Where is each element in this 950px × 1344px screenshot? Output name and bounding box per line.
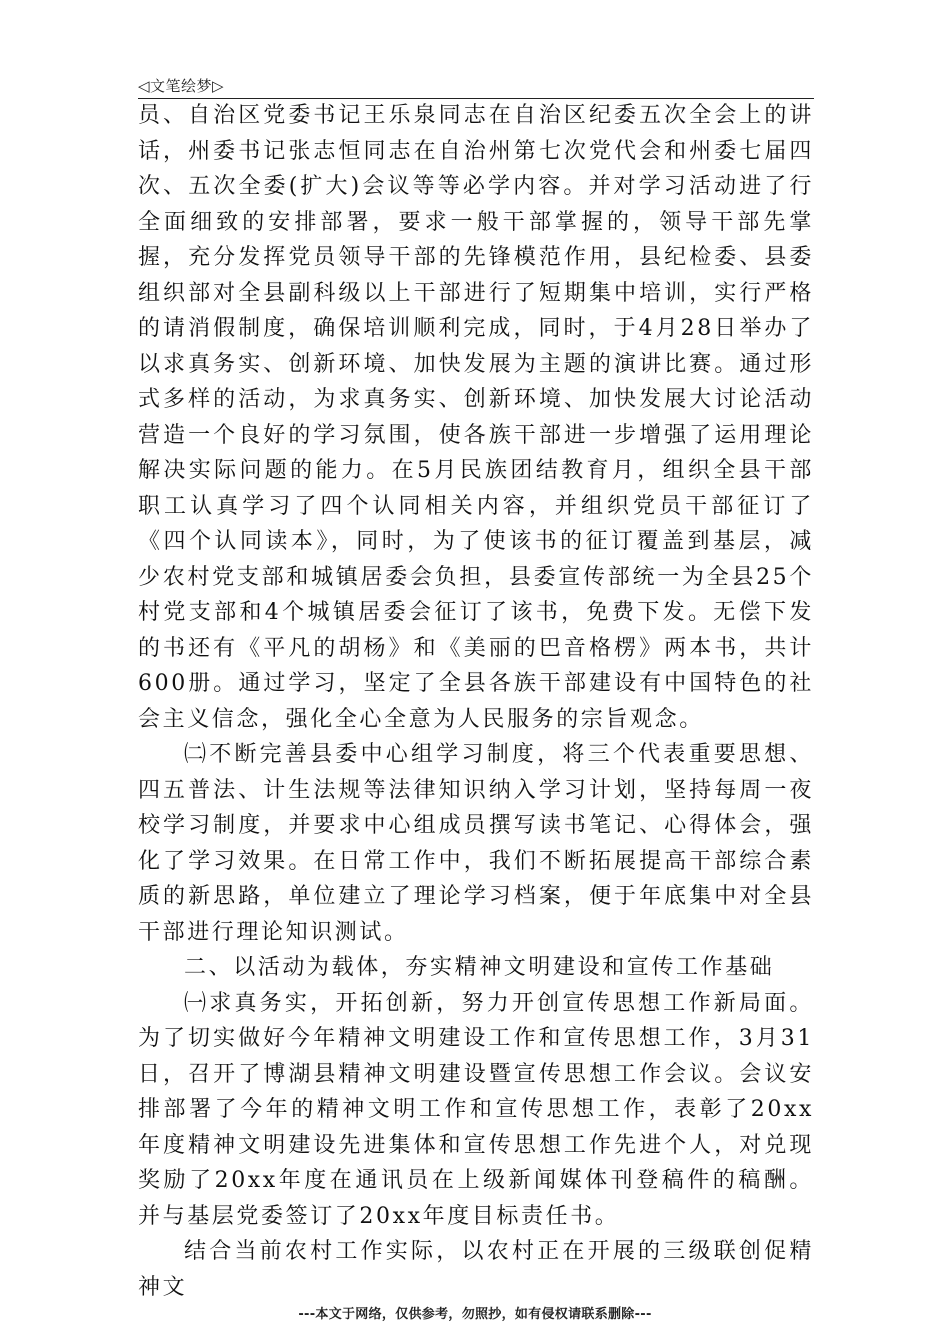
paragraph-4: 结合当前农村工作实际，以农村正在开展的三级联创促精神文 [138, 1239, 814, 1300]
header-mark: ◁文笔绘梦▷ [138, 77, 225, 95]
page-footer: ---本文于网络，仅供参考，勿照抄，如有侵权请联系删除--- [298, 1307, 652, 1322]
paragraph-2: ㈡不断完善县委中心组学习制度，将三个代表重要思想、四五普法、计生法规等法律知识纳入学习计划，坚持每周一夜校学习制度，并要求中心组成员撰写读书笔记、心得体会，强化了学习效果。在日常工作中，我们不断拓展提高干部综合素质的新思路，单位建立了理论学习档案，便于年底集中对全县干部进行理论知识测试。 [138, 742, 814, 945]
section-heading: 二、以活动为载体，夯实精神文明建设和宣传工作基础 [184, 955, 775, 980]
page-header [138, 74, 814, 99]
paragraph-3: ㈠求真务实，开拓创新，努力开创宣传思想工作新局面。为了切实做好今年精神文明建设工作和宣传思想工作，3月31日，召开了博湖县精神文明建设暨宣传思想工作会议。会议安排部署了今年的精神文明工作和宣传思想工作，表彰了20xx年度精神文明建设先进集体和宣传思想工作先进个人，对兑现奖励了20xx年度在通讯员在上级新闻媒体刊登稿件的稿酬。并与基层党委签订了20xx年度目标责任书。 [138, 990, 814, 1229]
paragraph-1: 员、自治区党委书记王乐泉同志在自治区纪委五次全会上的讲话，州委书记张志恒同志在自治州第七次党代会和州委七届四次、五次全委(扩大)会议等等必学内容。并对学习活动进了行全面细致的安排部署，要求一般干部掌握的，领导干部先掌握，充分发挥党员领导干部的先锋模范作用，县纪检委、县委组织部对全县副科级以上干部进行了短期集中培训，实行严格的请消假制度，确保培训顺利完成，同时，于4月28日举办了以求真务实、创新环境、加快发展为主题的演讲比赛。通过形式多样的活动，为求真务实、创新环境、加快发展大讨论活动营造一个良好的学习氛围，使各族干部进一步增强了运用理论解决实际问题的能力。在5月民族团结教育月，组织全县干部职工认真学习了四个认同相关内容，并组织党员干部征订了《四个认同读本》，同时，为了使该书的征订覆盖到基层，减少农村党支部和城镇居委会负担，县委宣传部统一为全县25个村党支部和4个城镇居委会征订了该书，免费下发。无偿下发的书还有《平凡的胡杨》和《美丽的巴音格楞》两本书，共计600册。通过学习，坚定了全县各族干部建设有中国特色的社会主义信念，强化全心全意为人民服务的宗旨观念。 [138, 103, 814, 732]
document-body [138, 98, 814, 1305]
